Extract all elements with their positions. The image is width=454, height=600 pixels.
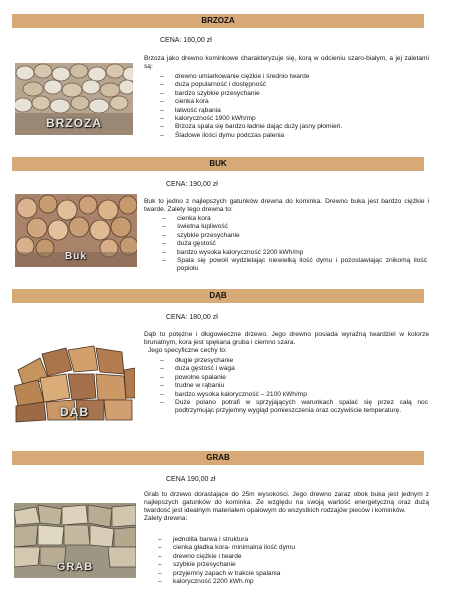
desc-dab [144, 331, 429, 355]
price-brzoza: CENA: 160,00 zł [160, 37, 212, 44]
photo-label-grab: GRAB [56, 561, 94, 573]
intro2-grab: Zalety drewna: [144, 515, 188, 522]
list-item: – łatwość rąbania [160, 107, 425, 115]
photo-grab [14, 503, 136, 578]
desc-brzoza [144, 55, 429, 71]
list-item: – Śladowe ilości dymu podczas palenia [160, 132, 425, 140]
list-item: – cienka kora [160, 98, 425, 106]
price-dab: CENA: 180,00 zł [166, 314, 218, 321]
features-dab [160, 357, 428, 416]
list-item: – kaloryczność 2200 kWh.mp [158, 578, 426, 586]
desc-buk [144, 198, 429, 214]
list-item: – cienka kora [162, 215, 427, 223]
features-buk [162, 215, 427, 274]
photo-label-dab: DĄB [60, 405, 89, 419]
list-item: – świetna łupliwość [162, 223, 427, 231]
list-item: – przyjemny zapach w trakcie spalania [158, 570, 426, 578]
price-buk: CENA: 190,00 zł [166, 181, 218, 188]
list-item: – drewno umiarkowanie ciężkie i średnio twarde [160, 73, 425, 81]
intro-grab: Grab to drzewo dorastające do 25m wysokości. Jego drewno zaraz obok buka jest jednym z najlepszych gatunków do kominka. Ze względu na swoją wartość energetyczną oraz dużą twardość jest idealnym materiałem opałowym do wszystkich rodzajów pieców i kominków. [144, 491, 429, 514]
list-item: – trudne w rąbaniu [160, 382, 428, 390]
list-item: – szybkie przesychanie [158, 561, 426, 569]
photo-label-buk: Buk [65, 251, 87, 262]
intro-buk: Buk to jedno z najlepszych gatunków drewna do kominka. Drewno buka jest bardzo ciężkie i twarde. Zalety tego drewna to: [144, 198, 429, 213]
list-item: – Spala się powoli wydzielając niewielką ilość dymu i pozostawiając znikomą ilość popiołu [162, 257, 427, 274]
photo-brzoza [15, 63, 133, 135]
list-item: – duża gęstość [162, 240, 427, 248]
section-header-dab: DĄB [12, 289, 424, 303]
features-brzoza [160, 73, 425, 140]
desc-grab [144, 491, 429, 523]
list-item: – duża gęstość i waga [160, 365, 428, 373]
list-item: – Duże polano potrafi w sprzyjających warunkach spalać się przez całą noc podtrzymując przyjemny wygląd pomieszczenia oraz oczywiście temperaturę. [160, 399, 428, 416]
list-item: – duża popularność i dostępność [160, 81, 425, 89]
list-item: – bardzo wysoka kaloryczność – 2100 kWh/mp [160, 391, 428, 399]
list-item: – kaloryczność 1900 kWh/mp [160, 115, 425, 123]
list-item: – bardzo wysoka kaloryczność 2200 kWh/mp [162, 249, 427, 257]
section-header-buk: BUK [12, 157, 424, 171]
list-item: – drewno ciężkie i twarde [158, 553, 426, 561]
photo-dab [14, 340, 135, 424]
intro-dab: Dąb to potężne i długowieczne drzewo. Jego drewno posiada wyraźną twardziel w kolorze brunatnym, kora jest spękana gruba i ciemno szara. [144, 331, 429, 346]
section-header-grab: GRAB [12, 451, 424, 465]
intro2-dab: Jego specyficzne cechy to: [148, 347, 227, 354]
list-item: – szybkie przesychanie [162, 232, 427, 240]
list-item: – bardzo szybkie przesychanie [160, 90, 425, 98]
intro-brzoza: Brzoza jako drewno kominkowe charakteryzuje się, korą w odcieniu szaro-białym, a jej zaletami są: [144, 55, 429, 70]
section-header-brzoza: BRZOZA [12, 14, 424, 28]
price-grab: CENA 190,00 zł [166, 476, 216, 483]
list-item: – Brzoza spala się bardzo ładnie dając duży jasny płomień. [160, 123, 425, 131]
photo-buk [15, 194, 137, 267]
list-item: – cienka gładka kora- minimalna ilość dymu [158, 544, 426, 552]
list-item: – powolne spalanie [160, 374, 428, 382]
photo-label-brzoza: BRZOZA [46, 116, 102, 130]
list-item: – długie przesychanie [160, 357, 428, 365]
list-item: – jednolita barwa i struktura [158, 536, 426, 544]
features-grab [158, 536, 426, 586]
